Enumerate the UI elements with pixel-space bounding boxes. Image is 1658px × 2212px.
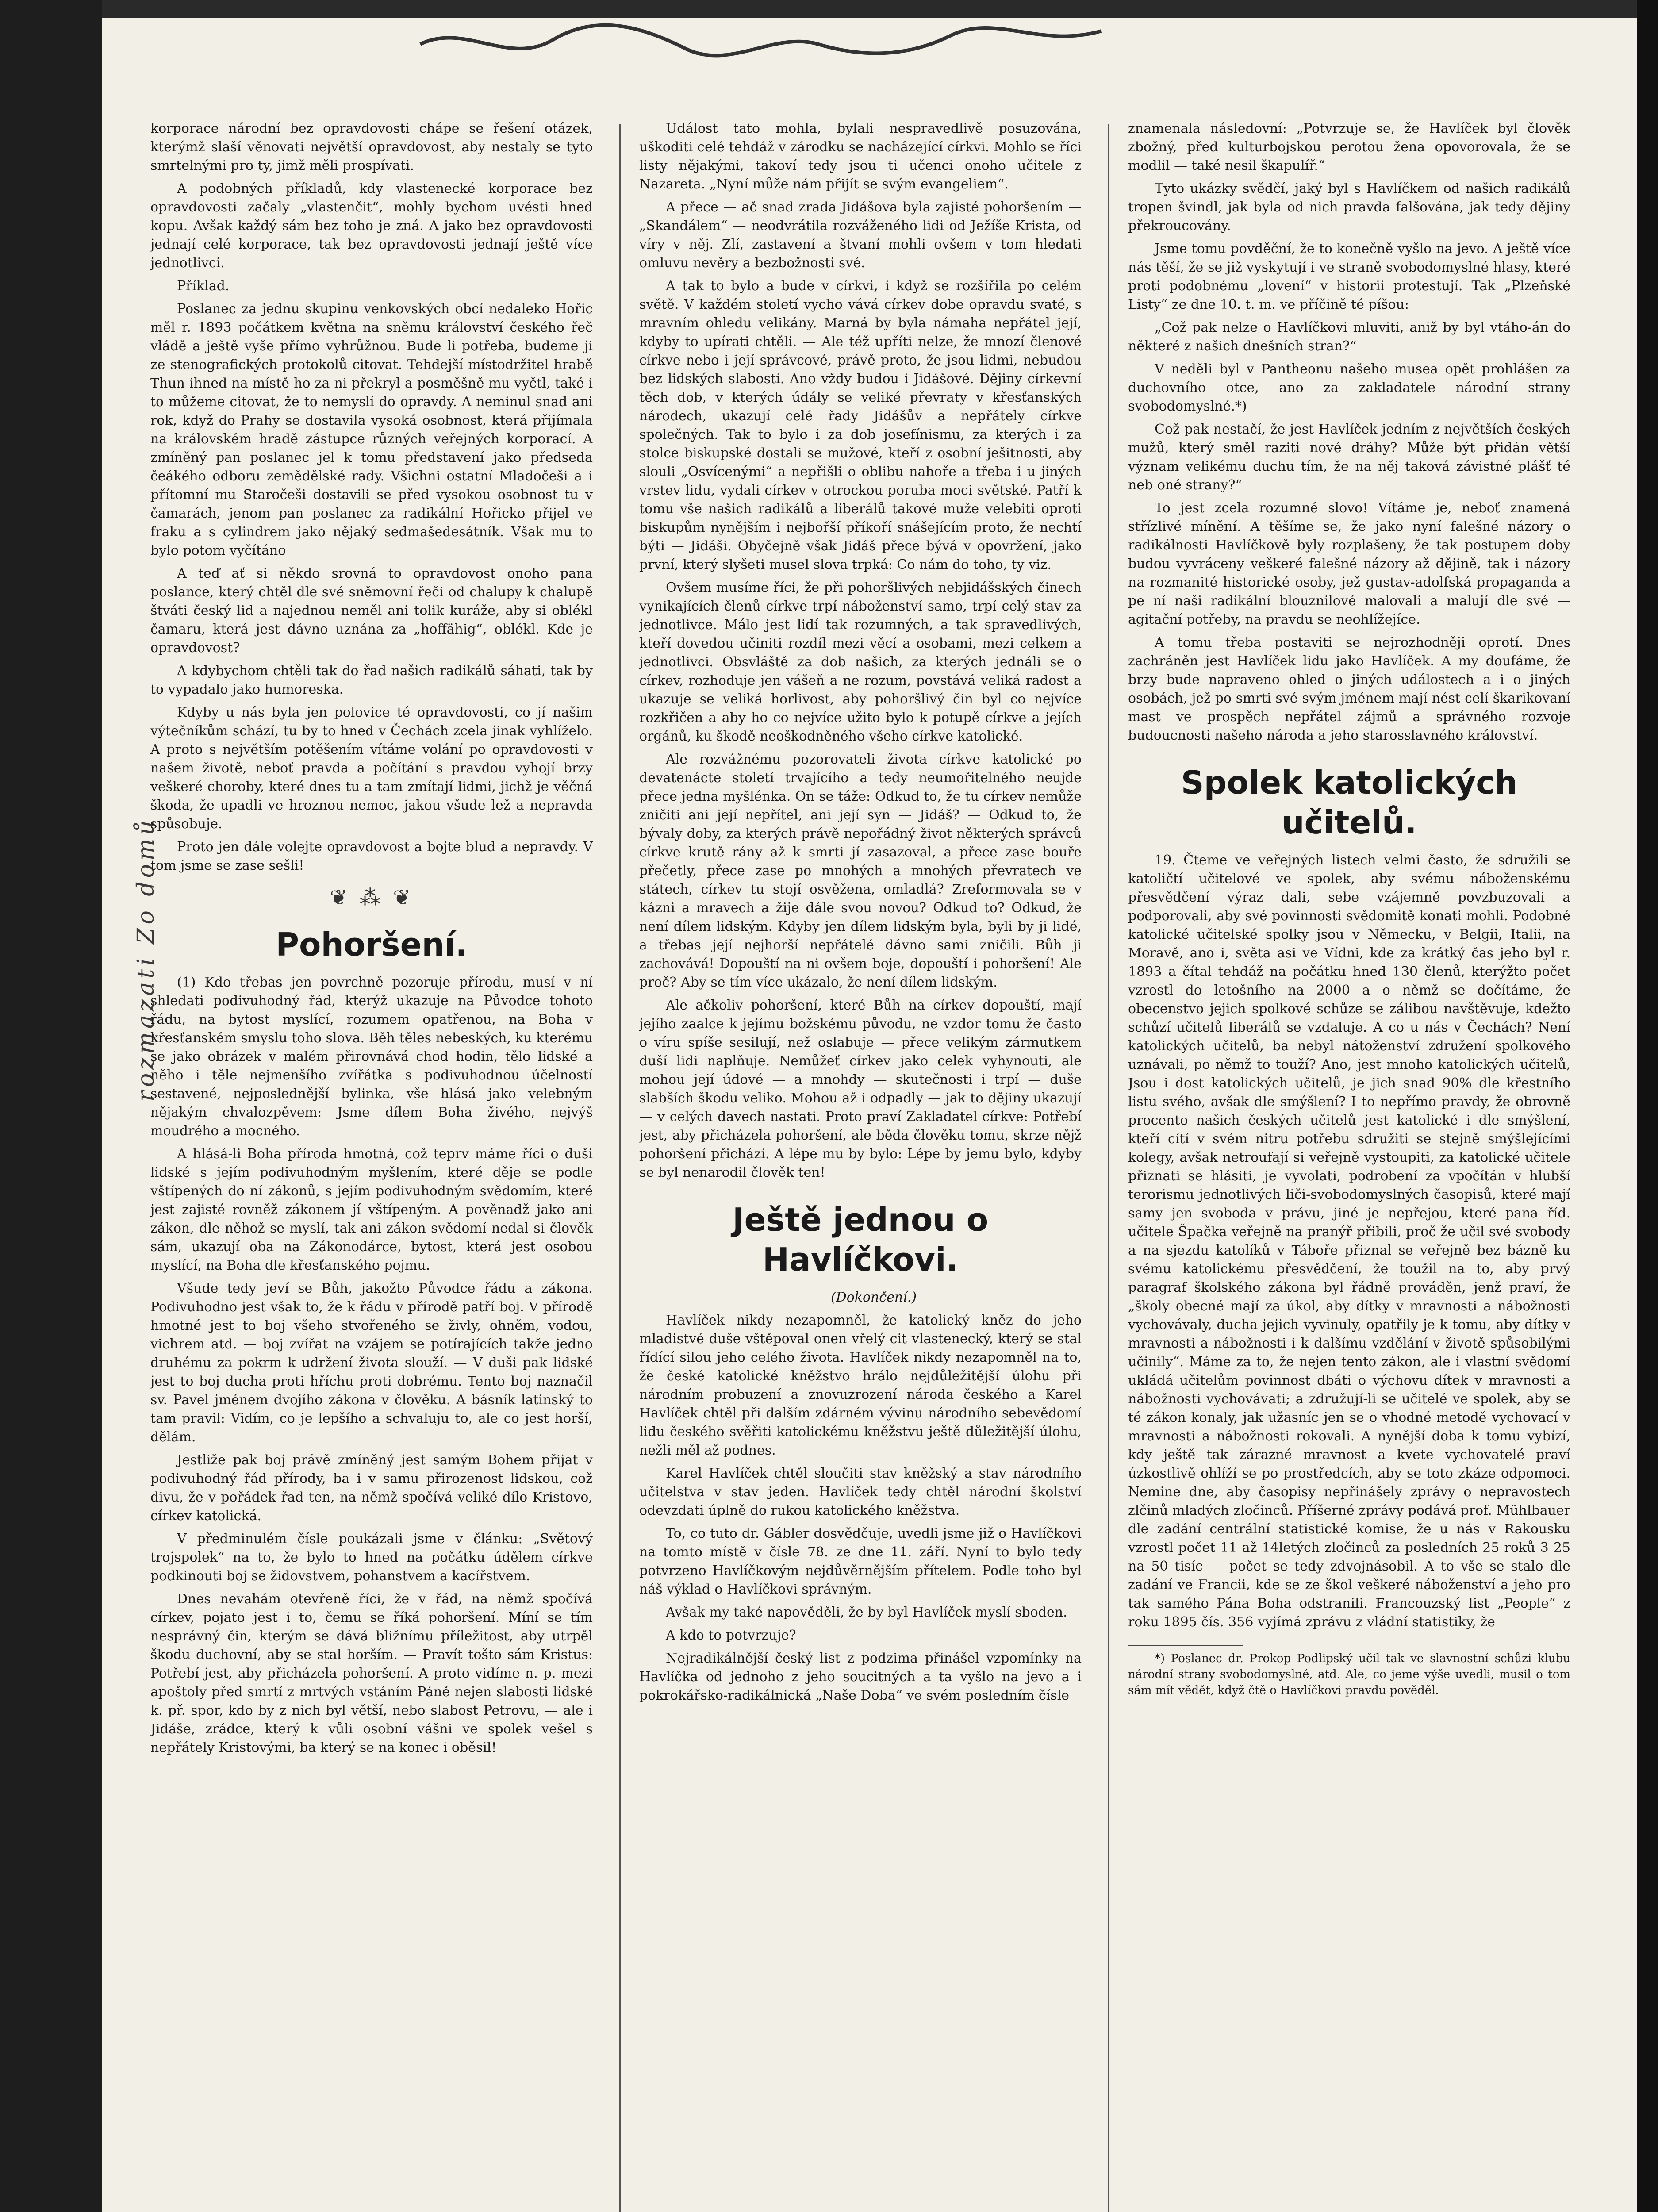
- paragraph: Což pak nestačí, že jest Havlíček jedním z největších českých mužů, který směl raziti nové dráhy? Může být přidán větší význam velikému duchu tím, že na něj taková závistné plášť té neb oné strany?“: [1128, 422, 1570, 493]
- column-rule-2: [1108, 124, 1109, 2212]
- column-2: [639, 119, 1082, 2212]
- article-heading-spolek: Spolek katolických učitelů.: [1181, 764, 1518, 841]
- column-3: [1128, 119, 1570, 2212]
- footnote-rule: [1128, 1645, 1243, 1646]
- paragraph: A podobných příkladů, kdy vlastenecké korporace bez opravdovosti začaly „vlastenčit“, mohly bychom uvésti hned kopu. Avšak každý sám bez toho je zná. A jako bez opravdovosti jednají celé korporace, tak bez opravdovosti jednají ještě více jednotlivci.: [150, 181, 593, 271]
- paragraph: V předminulém čísle poukázali jsme v článku: „Světový trojspolek“ na to, že bylo to hned na počátku údělem církve podkinouti boj se židovstvem, pohanstvem a kacířstvem.: [150, 1531, 593, 1584]
- scan-right-edge: [1637, 0, 1658, 2212]
- article-subheading: (Dokončení.): [830, 1290, 917, 1305]
- paragraph: A hlásá-li Boha příroda hmotná, což teprv máme říci o duši lidské s jejím podivuhodným myšlením, které děje se podle vštípených do ní zákonů, s jejím podivuhodným svědomím, které jest zajisté rovněž zákonem jí vštípeným. A pověnadž jako ani zákon, dle něhož se myslí, tak ani zákon svědomí nedal si člověk sám, ukazují oba na Zákonodárce, bytost, která jest osobou myslící, na Boha dle křesťanského pojmu.: [150, 1146, 593, 1273]
- paragraph: Proto jen dále volejte opravdovost a bojte blud a nepravdy. V tom jsme se zase sešli!: [150, 839, 593, 873]
- paragraph: Ovšem musíme říci, že při pohoršlivých nebjidášských činech vynikajících členů církve trpí náboženství samo, trpí celý stav za jednotlivce. Málo jest lidí tak rozumných, a tak spravedlivých, kteří dovedou učiniti rozdíl mezi věcí a osobami, mezi celkem a jednotlivci. Obsvláště za dob našich, za kterých jednáli se o církev, rozhoduje jen vášeň a ne rozum, povstává veliká radost a ukazuje se veliká horlivost, aby pohoršlivý čin byl co nejvíce rozkřičen a aby ho co nejvíce užito bylo k potupě církve a jejích orgánů, ku škodě neoškodněného všeho církve katolické.: [639, 580, 1082, 744]
- paragraph: Událost tato mohla, bylali nespravedlivě posuzována, uškoditi celé tehdáž v zárodku se nacházející církvi. Mohlo se říci listy nějakými, takoví tedy jsou ti učenci onoho učitele z Nazareta. „Nyní může nám přijít se svým evangeliem“.: [639, 121, 1082, 192]
- paragraph: 19. Čteme ve veřejných listech velmi často, že sdružili se katoličtí učitelové ve spolek, aby svému náboženskému přesvědčení výraz dali, sebe vzájemně povzbuzovali a podporovali, aby své povinnosti svědomitě konati mohli. Podobné katolické učitelské spolky jsou v Německu, v Belgii, Italii, na Moravě, ano i, světa asi ve Vídni, kde za krátký čas jeho byl r. 1893 a čítal tehdáž na počátku hned 130 členů, kterýžto počet vzrostl do letošního na 2000 a o němž se dočítáme, že obecenstvo jejich spolkové schůze se zálibou navštěvuje, kdežto schůzí učitelů liberálů se vzdaluje. A co u nás v Čechách? Není katolických učitelů, ba nebyl nátoženství združení spolkového uznávali, po němž to touží? Ano, jest mnoho katolických učitelů, Jsou i dost katolických učitelů, je jich snad 90% dle křestního listu svého, avšak dle smýšlení? I to nepřímo pravdy, že obrovně procento našich českých učitelů jest katolické i dle smýšlení, kteří cítí v svém nitru potřebu sdružiti se stejně smýšlejícími kolegy, avšak netroufají si veřejně vystoupiti, za katolické učitele přiznati se hlásiti, je vyvolati, podrobení za vpočítán v hlubší terorismu jednotlivých liči-svobodomyslných časopisů, které mají samy jen svoboda v právu, jiné je nepřejou, které pana říd. učitele Špačka veřejně na pranýř přibili, proč že učil své svobody a na sjezdu katolíků v Táboře přiznal se veřejně bez bázně ku svému katolickému přesvědčení, že toužil na to, aby prvý paragraf školského zákona byl řádně prováděn, jenž praví, že „školy obecné mají za úkol, aby dítky v mravnosti a nábožnosti vychovávaly, ducha jejich vyvinuly, opatřily je k tomu, aby dítky v mravnosti a nábožnosti i k dalšímu vzdělání v životě spůsobilými učinily“. Máme za to, že nejen tento zákon, ale i vlastní svědomí ukládá učitelům povinnost dbáti o výchovu dítek v mravnosti a nábožnosti vychovávati; a združují-li se učitelé ve spolek, aby se té zákon konaly, jak užasníc jen se o vhodné metodě vychovací v mravnosti a nábožnosti rokovali. A nynější doba k tomu vybízí, kdy ještě tak zárazné mravnost a kvete vychovatelé praví úzkostlivě ohlíží se po prostředcích, aby se toto zkáze odpomoci. Nemine dne, aby časopisy nepřinášely zprávy o nepravostech zlčinů mladých zločinců. Příšerné zprávy podává prof. Mühlbauer dle zadání centrální statistické komise, že u nás v Rakousku vzrostl počet 11 až 14letých zločinců za posledních 25 roků 3 25 na 50 tisíc — počet se tedy zdvojnásobil. A to vše se stalo dle zadání ve Francii, kde se ze škol veškeré náboženství a jeho pro tak samého Pána Boha odstranili. Francouzský list „People“ z roku 1895 čís. 356 vyjímá zprávu z vládní statistiky, že: [1128, 853, 1570, 1630]
- paragraph: To jest zcela rozumné slovo! Vítáme je, neboť znamená střízlivé mínění. A těšíme se, že jako nyní falešné názory o radikálnosti Havlíčkově byly rozplašeny, že tak postupem doby budou vyvráceny veškeré falešné názory až dějině, tak i názory na rozmanité historické osoby, jež gustav-adolfská propaganda a pe ní naši radikální blouznilové malovali a malují dle své — agitační potřeby, na pravdu se neohlížejíce.: [1128, 500, 1570, 627]
- paragraph: znamenala následovní: „Potvrzuje se, že Havlíček byl člověk zbožný, před kulturbojskou perotou žena opovorovala, že se modlil — také nesil škapulíř.“: [1128, 121, 1570, 173]
- paragraph: Havlíček nikdy nezapomněl, že katolický kněz do jeho mladistvé duše vštěpoval onen vřelý cit vlastenecký, který se stal řídící silou jeho celého života. Havlíček nikdy nezapomněl na to, že české katolické kněžstvo hrálo nejdůležitější úlohu při národním probuzení a znovuzrození národa českého a Karel Havlíček chtěl při dalším zdárném vývinu národního sebevědomí lidu českého svěřiti katolickému kněžstvu ještě důležitější úlohu, nežli měl až podnes.: [639, 1313, 1082, 1458]
- paragraph: A přece — ač snad zrada Jidášova byla zajisté pohoršením — „Skandálem“ — neodvrátila rozváženého lidi od Ježíše Krista, od víry v něj. Zlí, zastavení a štvaní mohli ovšem v tom hledati omluvu nevěry a bezbožnosti své.: [639, 200, 1082, 271]
- column-1: [150, 119, 593, 2212]
- paragraph: Karel Havlíček chtěl sloučiti stav kněžský a stav národního učitelstva v stav jeden. Havlíček tedy chtěl národní školství odevzdati úplně do rukou katolického kněžstva.: [639, 1466, 1082, 1518]
- paragraph: Avšak my také napověděli, že by byl Havlíček myslí sboden.: [666, 1605, 1067, 1620]
- column-rule-1: [619, 124, 621, 2212]
- paragraph: A teď ať si někdo srovná to opravdovost onoho pana poslance, který chtěl dle své sněmovní řeči od chalupy k chalupě štváti český lid a najednou neměl ani tolik kuráže, aby si oblékl čamaru, která jest dávno uznána za „hoffähig“, oblékl. Kde je opravdovost?: [150, 566, 593, 656]
- paragraph: Jestliže pak boj právě zmíněný jest samým Bohem přijat v podivuhodný řád přírody, ba i v samu přirozenost lidskou, což divu, že v pořádek řad ten, na němž spočívá veliké dílo Kristovo, církev katolická.: [150, 1452, 593, 1524]
- newspaper-page: [102, 18, 1637, 2212]
- paragraph: Příklad.: [177, 278, 230, 294]
- scan-left-edge: [0, 0, 102, 2212]
- paragraph: A tomu třeba postaviti se nejrozhodněji oprotí. Dnes zachráněn jest Havlíček lidu jako Havlíček. A my doufáme, že brzy bude napraveno ohled o jiných událostech a i o jiných osobách, jež po smrti své svým jménem mají nést celí škarikovaní mast ve prospěch nepřátel zájmů a správného rozvoje budoucnosti našeho národa a jeho starosslavného království.: [1128, 635, 1570, 743]
- paragraph: To, co tuto dr. Gábler dosvědčuje, uvedli jsme již o Havlíčkovi na tomto místě v čísle 78. ze dne 11. září. Nyní to bylo tedy potvrzeno Havlíčkovým nejdůvěrnějším přítelem. Podle toho byl náš výklad o Havlíčkovi správným.: [639, 1526, 1082, 1597]
- paragraph: Jsme tomu povděční, že to konečně vyšlo na jevo. A ještě více nás těší, že se již vyskytují i ve straně svobodomyslné hlasy, které proti podobnému „lovení“ v historii protestují. Tak „Plzeňské Listy“ ze dne 10. t. m. ve příčině té píšou:: [1128, 241, 1570, 312]
- paragraph: (1) Kdo třebas jen povrchně pozoruje přírodu, musí v ní shledati podivuhodný řád, kterýž ukazuje na Původce tohoto řádu, na bytost myslící, rozumem opatřenou, na Boha v křesťanském smyslu toho slova. Běh těles nebeských, ku kterému se jako obrázek v malém přirovnává chod hodin, tělo lidské a něho i těle nejmenšího zvířátka s podivuhodnou účelností sestavené, nejposlednější bylinka, vše hlásá jako velebným nějakým chvalozpěvem: Jsme dílem Boha živého, nejvýš moudrého a mocného.: [150, 975, 593, 1139]
- paragraph: A kdo to potvrzuje?: [666, 1628, 796, 1643]
- margin-handwritten-note: rozmazati Zo domů: [133, 817, 159, 1102]
- paragraph: korporace národní bez opravdovosti chápe se řešení otázek, kterýmž slaší věnovati největší opravdovost, aby nestaly se tyto smrtelnými pro ty, jimž měli prospívati.: [150, 121, 593, 173]
- article-heading-pohorseni: Pohoršení.: [276, 926, 468, 963]
- paragraph: Ale ačkoliv pohoršení, které Bůh na církev dopouští, mají jejího zaalce k jejímu božskému původu, ne vzdor tomu že často o víru spíše sesilují, než oslabuje — přece velikým zármutkem duší lidi naplňuje. Nemůžeť církev jako celek vyhynouti, ale mohou její údové — a mnohdy — skutečnosti i trpí — duše slabších škodu veliko. Mohou až i odpadly — jak to dějiny ukazují — v celých davech nastati. Proto praví Zakladatel církve: Potřebí jest, aby přicházela pohoršení, ale běda člověku tomu, skrze nějž pohoršení přichází. A lépe mu by bylo: Lépe by jemu bylo, kdyby se byl nenarodil člověk ten!: [639, 998, 1082, 1180]
- paragraph: Všude tedy jeví se Bůh, jakožto Původce řádu a zákona. Podivuhodno jest však to, že k řádu v přírodě patří boj. V přírodě hmotné jest to boj všeho stvořeného se živly, ohněm, vodou, vichrem atd. — boj zvířat na vzájem se potírajících takže jedno druhému za pokrm k udržení života slouží. — V duši pak lidské jest to boj ducha proti hříchu proti dobrému. Tento boj naznačil sv. Pavel jménem dvojího zákona v člověku. A básník latinský to tam pravil: Vidím, co je lepšího a schvaluju to, ale co jest horší, dělám.: [150, 1281, 593, 1445]
- paragraph: Kdyby u nás byla jen polovice té opravdovosti, co jí našim výtečníkům schází, tu by to hned v Čechách zcela jinak vyhlíželo. A proto s největším potěšením vítáme volání po opravdovosti v našem životě, neboť pravda a počítání s pravdou vyhojí brzy veškeré choroby, které dnes tu a tam zmítají lidmi, jichž je věčná škoda, že upadli ve hroznou nemoc, jakou všude lež a nepravda spůsobuje.: [150, 705, 593, 832]
- paragraph: Ale rozvážnému pozorovateli života církve katolické po devatenácte století trvajícího a tedy neumořitelného neujde přece jedna myšlénka. On se táže: Odkud to, že tu církev nemůže zničiti ani její nepřítel, ani její syn — Jidáš? — Odkud to, že bývaly doby, za kterých právě nepořádný život některých správců církve krutě rány až k smrti jí zasazoval, a přece zase bouře přečetly, přece zase po mnohých a mnohých převratech ve státech, církev tu stojí osvěžena, omladlá? Zreformovala se v kázni a mravech a žije dále svou novou? Odkud to? Odkud, že není dílem lidským. Kdyby jen dílem lidským byla, byli by ji lidé, a třebas její nejhorší nepřátelé dávno sami zničili. Bůh ji zachovává! Dopouští na ni ovšem boje, dopouští i pohoršení! Ale proč? Aby se tím více ukázalo, že není dílem lidským.: [639, 752, 1082, 990]
- paragraph: Tyto ukázky svědčí, jaký byl s Havlíčkem od našich radikálů tropen švindl, jak byla od nich pravda falšována, jak tedy dějiny překroucovány.: [1128, 181, 1570, 234]
- paragraph: Nejradikálnější český list z podzima přinášel vzpomínky na Havlíčka od jednoho z jeho soucitných a ta vyšlo na jevo a i pokrokářsko-radikálnická „Naše Doba“ ve svém posledním čísle: [639, 1651, 1082, 1703]
- paragraph: „Což pak nelze o Havlíčkovi mluviti, aniž by byl vtáho-án do některé z našich dnešních stran?“: [1128, 320, 1570, 354]
- footnote: *) Poslanec dr. Prokop Podlipský učil tak ve slavnostní schůzi klubu národní strany svobodomyslné, atd. Ale, co jeme výše uvedli, musil o tom sám mít vědět, když čtě o Havlíčkovi pravdu pověděl.: [1128, 1652, 1570, 1697]
- article-heading-havlicek: Ještě jednou o Havlíčkovi.: [732, 1201, 989, 1278]
- paragraph: Poslanec za jednu skupinu venkovských obcí nedaleko Hořic měl r. 1893 počátkem května na sněmu království českého řeč vládě a ještě vyše přímo vyhrůžnou. Bude li potřeba, budeme ji ze stenografických protokolů citovat. Tehdejší místodržitel hrabě Thun ihned na místě ho za ni překryl a posměšně mu vyčtl, také i to můžeme citovat, že to nemyslí do opravdy. A neminul snad ani rok, když do Prahy se dostavila vysoká osobnost, která přijímala na královském hradě zástupce různých veřejných korporací. A zmíněný pan poslanec jel k tomu představení jako předseda čeákého odboru zemědělské rady. Všichni ostatní Mladočeši a i přítomní mu Staročeši dostavili se před vysokou osobnost tu v čamarách, jenom pan poslanec za radikální Hořicko přijel ve fraku a s cylindrem jako nějaký sedmašedesátník. Však mu to bylo potom vyčítáno: [150, 301, 593, 558]
- paragraph: Dnes nevahám otevřeně říci, že v řád, na němž spočívá církev, pojato jest i to, čemu se říká pohoršení. Míní se tím nesprávný čin, kterým se dává bližnímu příležitost, aby utrpěl škodu duchovní, aby se stal horším. — Pravít tošto sám Kristus: Potřebí jest, aby přicházela pohoršení. A proto vidíme n. p. mezi apoštoly před smrtí z mrtvých vstáním Páně nejen slabosti lidské k. př. spor, kdo by z nich byl větší, nebo slabost Petrovu, — ale i Jidáše, zrádce, který k vůli osobní vášni ve spolek vešel s nepřátely Kristovými, ba který se na konec i oběsil!: [150, 1591, 593, 1755]
- paragraph: A tak to bylo a bude v církvi, i když se rozšířila po celém světě. V každém století vycho vává církev dobe opravdu svaté, s mravním ohledu velikány. Marná by byla námaha nepřátel její, kdyby to upírati chtěli. — Ale též upříti nelze, že mnozí členové církve nebo i její správcové, právě proto, že jsou lidmi, nebudou bez lidských slabostí. Ano vždy budou i Jidášové. Dějiny církevní těch dob, v kterých údály se veliké převraty v křesťanských národech, ukazují celé řady Jidášův a nepřátely církve společných. Tak to bylo i za dob josefínismu, za kterých i za stolce biskupské dostali se mužové, kteří z osobní ješitnosti, aby slouli „Osvícenými“ a nepřišli o oblibu nahoře a třeba i u jiných vrstev lidu, vydali církev v otrockou poruba moci světské. Patří k tomu vše našich radikálů a liberálů takové muže velebiti oproti biskupům nynějším i nejbořší příkoří snášejícím proto, že nechtí býti — Jidáši. Obyčejně však Jidáš přece bývá v opovržení, jako první, který slyšeti musel slova trpká: Co nám do toho, ty viz.: [639, 278, 1082, 572]
- handwritten-scrawl: [411, 18, 1119, 75]
- paragraph: V neděli byl v Pantheonu našeho musea opět prohlášen za duchovního otce, ano za zakladatele národní strany svobodomyslné.*): [1128, 361, 1570, 414]
- paragraph: A kdybychom chtěli tak do řad našich radikálů sáhati, tak by to vypadalo jako humoreska.: [150, 663, 593, 697]
- ornament-divider: ❦ ⁂ ❦: [330, 885, 414, 910]
